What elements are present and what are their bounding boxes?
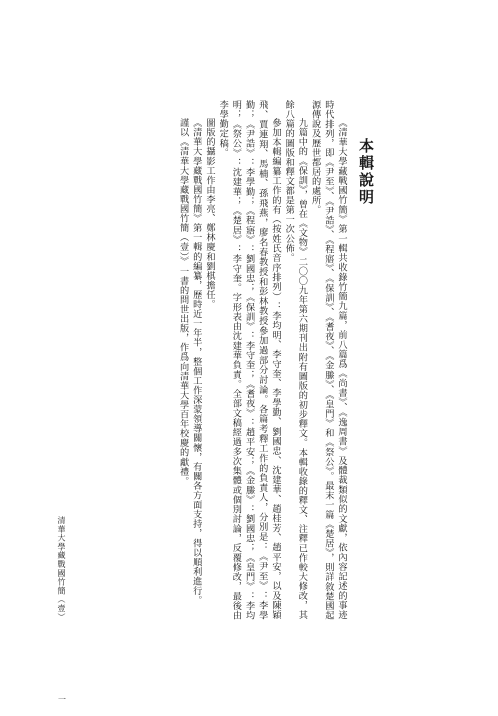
body-text [144, 100, 348, 620]
paragraph-photography: 圖版的攝影工作由李亮、鄭林慶和劉棋擔任。 [203, 118, 215, 310]
paragraph-acknowledgement: 《清華大學藏戰國竹簡》第一輯的編纂，歷時近一年半，整個工作深蒙領導關懷，有關各方面支持，得以順利進行。 [190, 118, 202, 606]
paragraph-editors: 參加本輯編纂工作的有（按姓氏音序排列）：李均明、李守奎、李學勤、劉國忠、沈建華、趙桂芳、趙平安，以及陳穎飛、賈連翔、馬楠、孫飛燕，廖名春教授和彭林教授參加過部分討論。各篇考釋工作的負責人，分別是：《尹至》：李學勤；《尹誥》：李學勤；《程寤》：劉國忠；《保訓》：李守奎；《耆夜》：趙平安；《金縢》：劉國忠；《皇門》：李均明；《祭公》：沈建華；《楚居》：李守奎。字形表由沈建華負責。全部文稿經過多次集體或個別討論，反覆修改，最後由李學勤定稿。 [217, 100, 281, 620]
paragraph-dedication: 謹以《清華大學藏戰國竹簡（壹）》一書的問世出版，作爲向清華大學百年校慶的獻禮。 [177, 118, 189, 487]
page-heading: 本輯說明 [357, 138, 375, 206]
running-title: 清華大學藏戰國竹簡（壹） [57, 516, 66, 622]
paragraph-contents: 《清華大學藏戰國竹簡》第一輯共收錄竹簡九篇，前八篇爲《尚書》、《逸周書》及體裁類似的文獻，依內容記述的事迹時代排列，即《尹至》、《尹誥》、《程寤》、《保訓》、《耆夜》、《金縢》、《皇門》和《祭公》。最末一篇《楚居》，則詳敘楚國起源傳說及歷世都居的處所。 [309, 100, 347, 620]
page-number: 一 [58, 695, 66, 704]
paragraph-publication-history: 九篇中的《保訓》，曾在《文物》二〇〇九年第六期刊出附有圖版的初步釋文。本輯收錄的釋文、注釋已作較大修改，其餘八篇的圖版和釋文都是第一次公佈。 [283, 100, 308, 620]
